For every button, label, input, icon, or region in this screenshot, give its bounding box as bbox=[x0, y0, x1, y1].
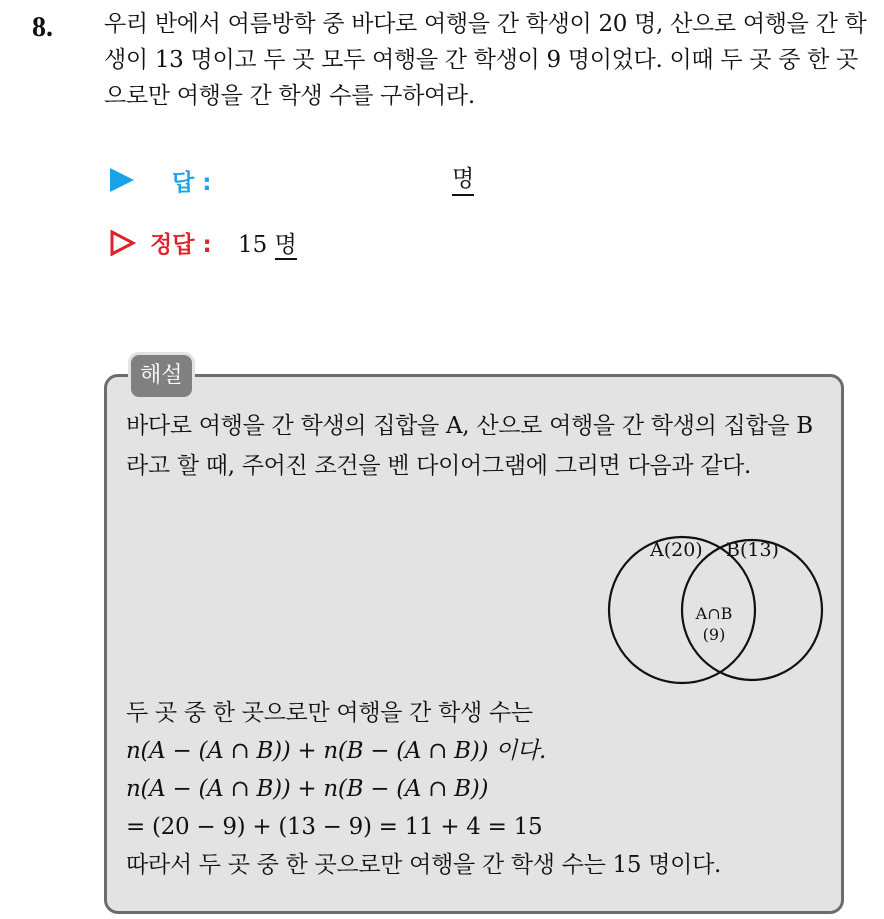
venn-intersection-label: A∩B bbox=[695, 604, 733, 623]
question-text: 우리 반에서 여름방학 중 바다로 여행을 간 학생이 20 명, 산으로 여행을 간 학생이 13 명이고 두 곳 모두 여행을 간 학생이 9 명이었다. 이때 두 곳 중 한 곳으로만 여행을 간 학생 수를 구하여라. bbox=[104, 11, 867, 109]
correct-answer-number: 15 bbox=[238, 232, 268, 258]
solution-tag: 해설 bbox=[128, 352, 195, 400]
correct-answer-unit: 명 bbox=[274, 232, 297, 258]
question-number: 8. bbox=[32, 12, 53, 43]
venn-intersection-value: (9) bbox=[702, 625, 726, 644]
play-triangle-icon bbox=[110, 168, 134, 192]
solution-lines bbox=[126, 694, 826, 884]
solution-line: n(A − (A ∩ B)) + n(B − (A ∩ B)) bbox=[126, 776, 489, 802]
venn-label-b: B(13) bbox=[726, 539, 779, 561]
solution-line: = (20 − 9) + (13 − 9) = 11 + 4 = 15 bbox=[126, 814, 543, 840]
correct-answer-value bbox=[238, 226, 297, 259]
answer-label: 답 : bbox=[172, 170, 212, 196]
solution-line: 따라서 두 곳 중 한 곳으로만 여행을 간 학생 수는 15 명이다. bbox=[126, 852, 721, 878]
solution-line: n(A − (A ∩ B)) + n(B − (A ∩ B)) 이다. bbox=[126, 738, 546, 764]
venn-label-a: A(20) bbox=[650, 539, 703, 561]
correct-answer-label: 정답 : bbox=[150, 232, 212, 258]
venn-diagram bbox=[600, 528, 836, 694]
solution-intro: 바다로 여행을 간 학생의 집합을 A, 산으로 여행을 간 학생의 집합을 B 라고 할 때, 주어진 조건을 벤 다이어그램에 그리면 다음과 같다. bbox=[126, 413, 813, 479]
solution-line: 두 곳 중 한 곳으로만 여행을 간 학생 수는 bbox=[126, 700, 533, 726]
answer-unit: 명 bbox=[452, 164, 474, 196]
outline-triangle-icon bbox=[110, 230, 136, 256]
